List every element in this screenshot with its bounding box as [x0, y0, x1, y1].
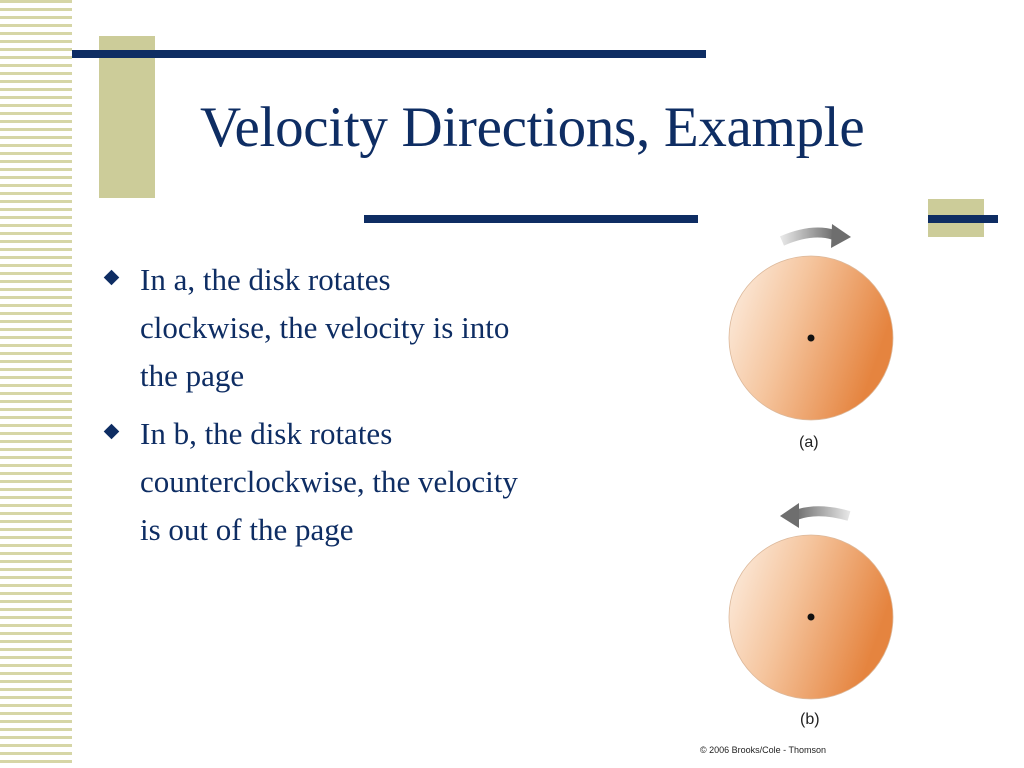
rotating-disks-figure [700, 215, 1020, 768]
title-top-rule [72, 50, 706, 58]
bullet-item [103, 410, 523, 554]
bullet-list [103, 256, 523, 564]
left-decorative-stripes [0, 0, 72, 768]
title-accent-block [99, 36, 155, 198]
clockwise-arrow-icon [782, 224, 851, 248]
title-bottom-rule [364, 215, 698, 223]
figure-label-b: (b) [800, 711, 820, 728]
disks-illustration [700, 215, 1020, 768]
diamond-bullet-icon [104, 270, 120, 286]
disk-a-center-dot-icon [808, 335, 815, 342]
disk-b-center-dot-icon [808, 614, 815, 621]
slide-title: Velocity Directions, Example [200, 96, 865, 159]
copyright-credit: © 2006 Brooks/Cole - Thomson [700, 745, 827, 755]
counterclockwise-arrow-icon [780, 503, 849, 528]
bullet-item [103, 256, 523, 400]
bullet-text: In a, the disk rotates clockwise, the velocity is into the page [140, 262, 510, 393]
diamond-bullet-icon [104, 424, 120, 440]
figure-label-a: (a) [799, 434, 819, 451]
bullet-text: In b, the disk rotates counterclockwise, the velocity is out of the page [140, 416, 518, 547]
